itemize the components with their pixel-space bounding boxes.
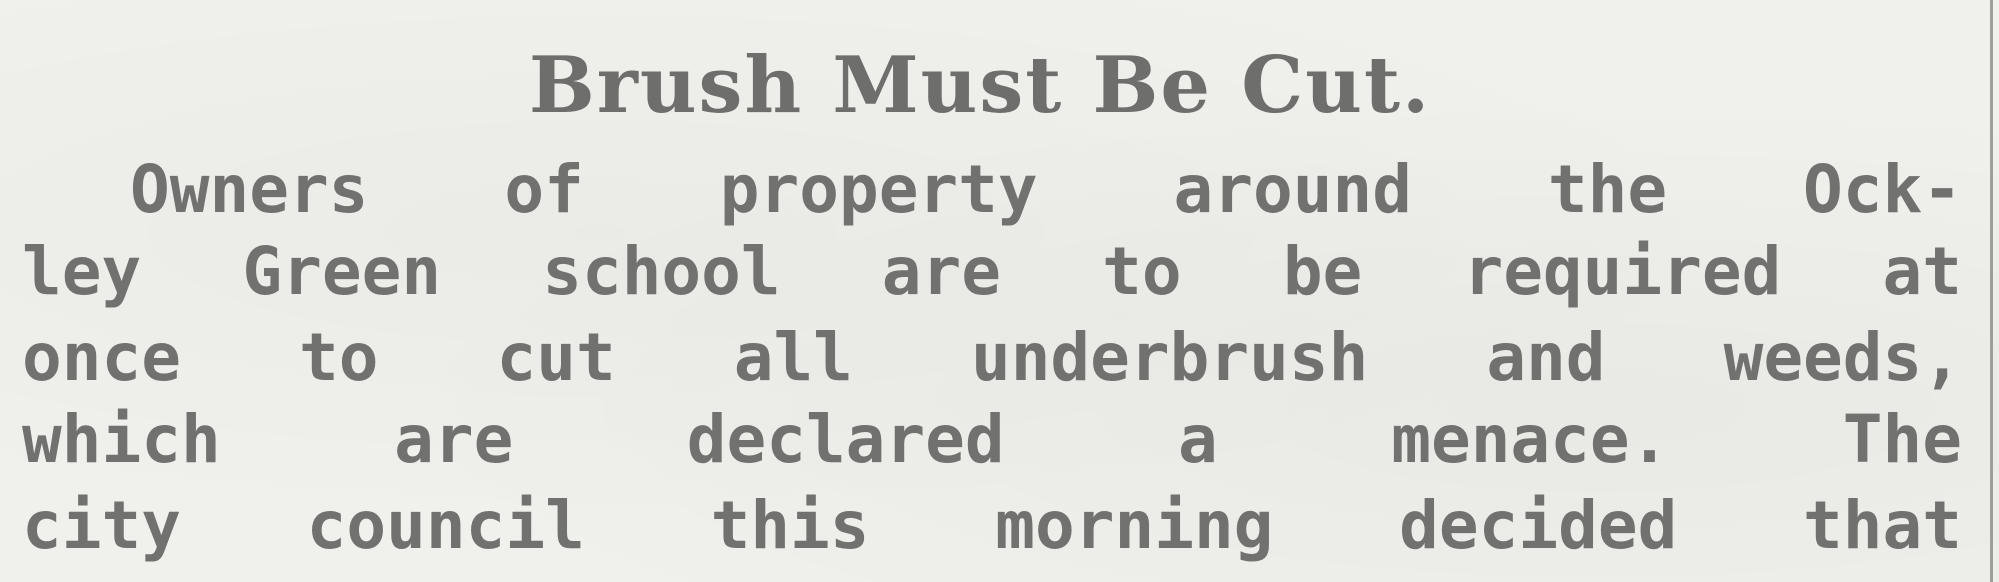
article-line: Owners of property around the Ock- [130,151,1962,228]
article-line: which are declared a menace. The [22,401,1962,478]
article-line: ley Green school are to be required at [22,233,1962,310]
column-rule [1990,0,1993,582]
article-line: city council this morning decided that [22,487,1962,564]
article-line: once to cut all underbrush and weeds, [22,319,1962,396]
article-headline: Brush Must Be Cut. [528,40,1432,131]
